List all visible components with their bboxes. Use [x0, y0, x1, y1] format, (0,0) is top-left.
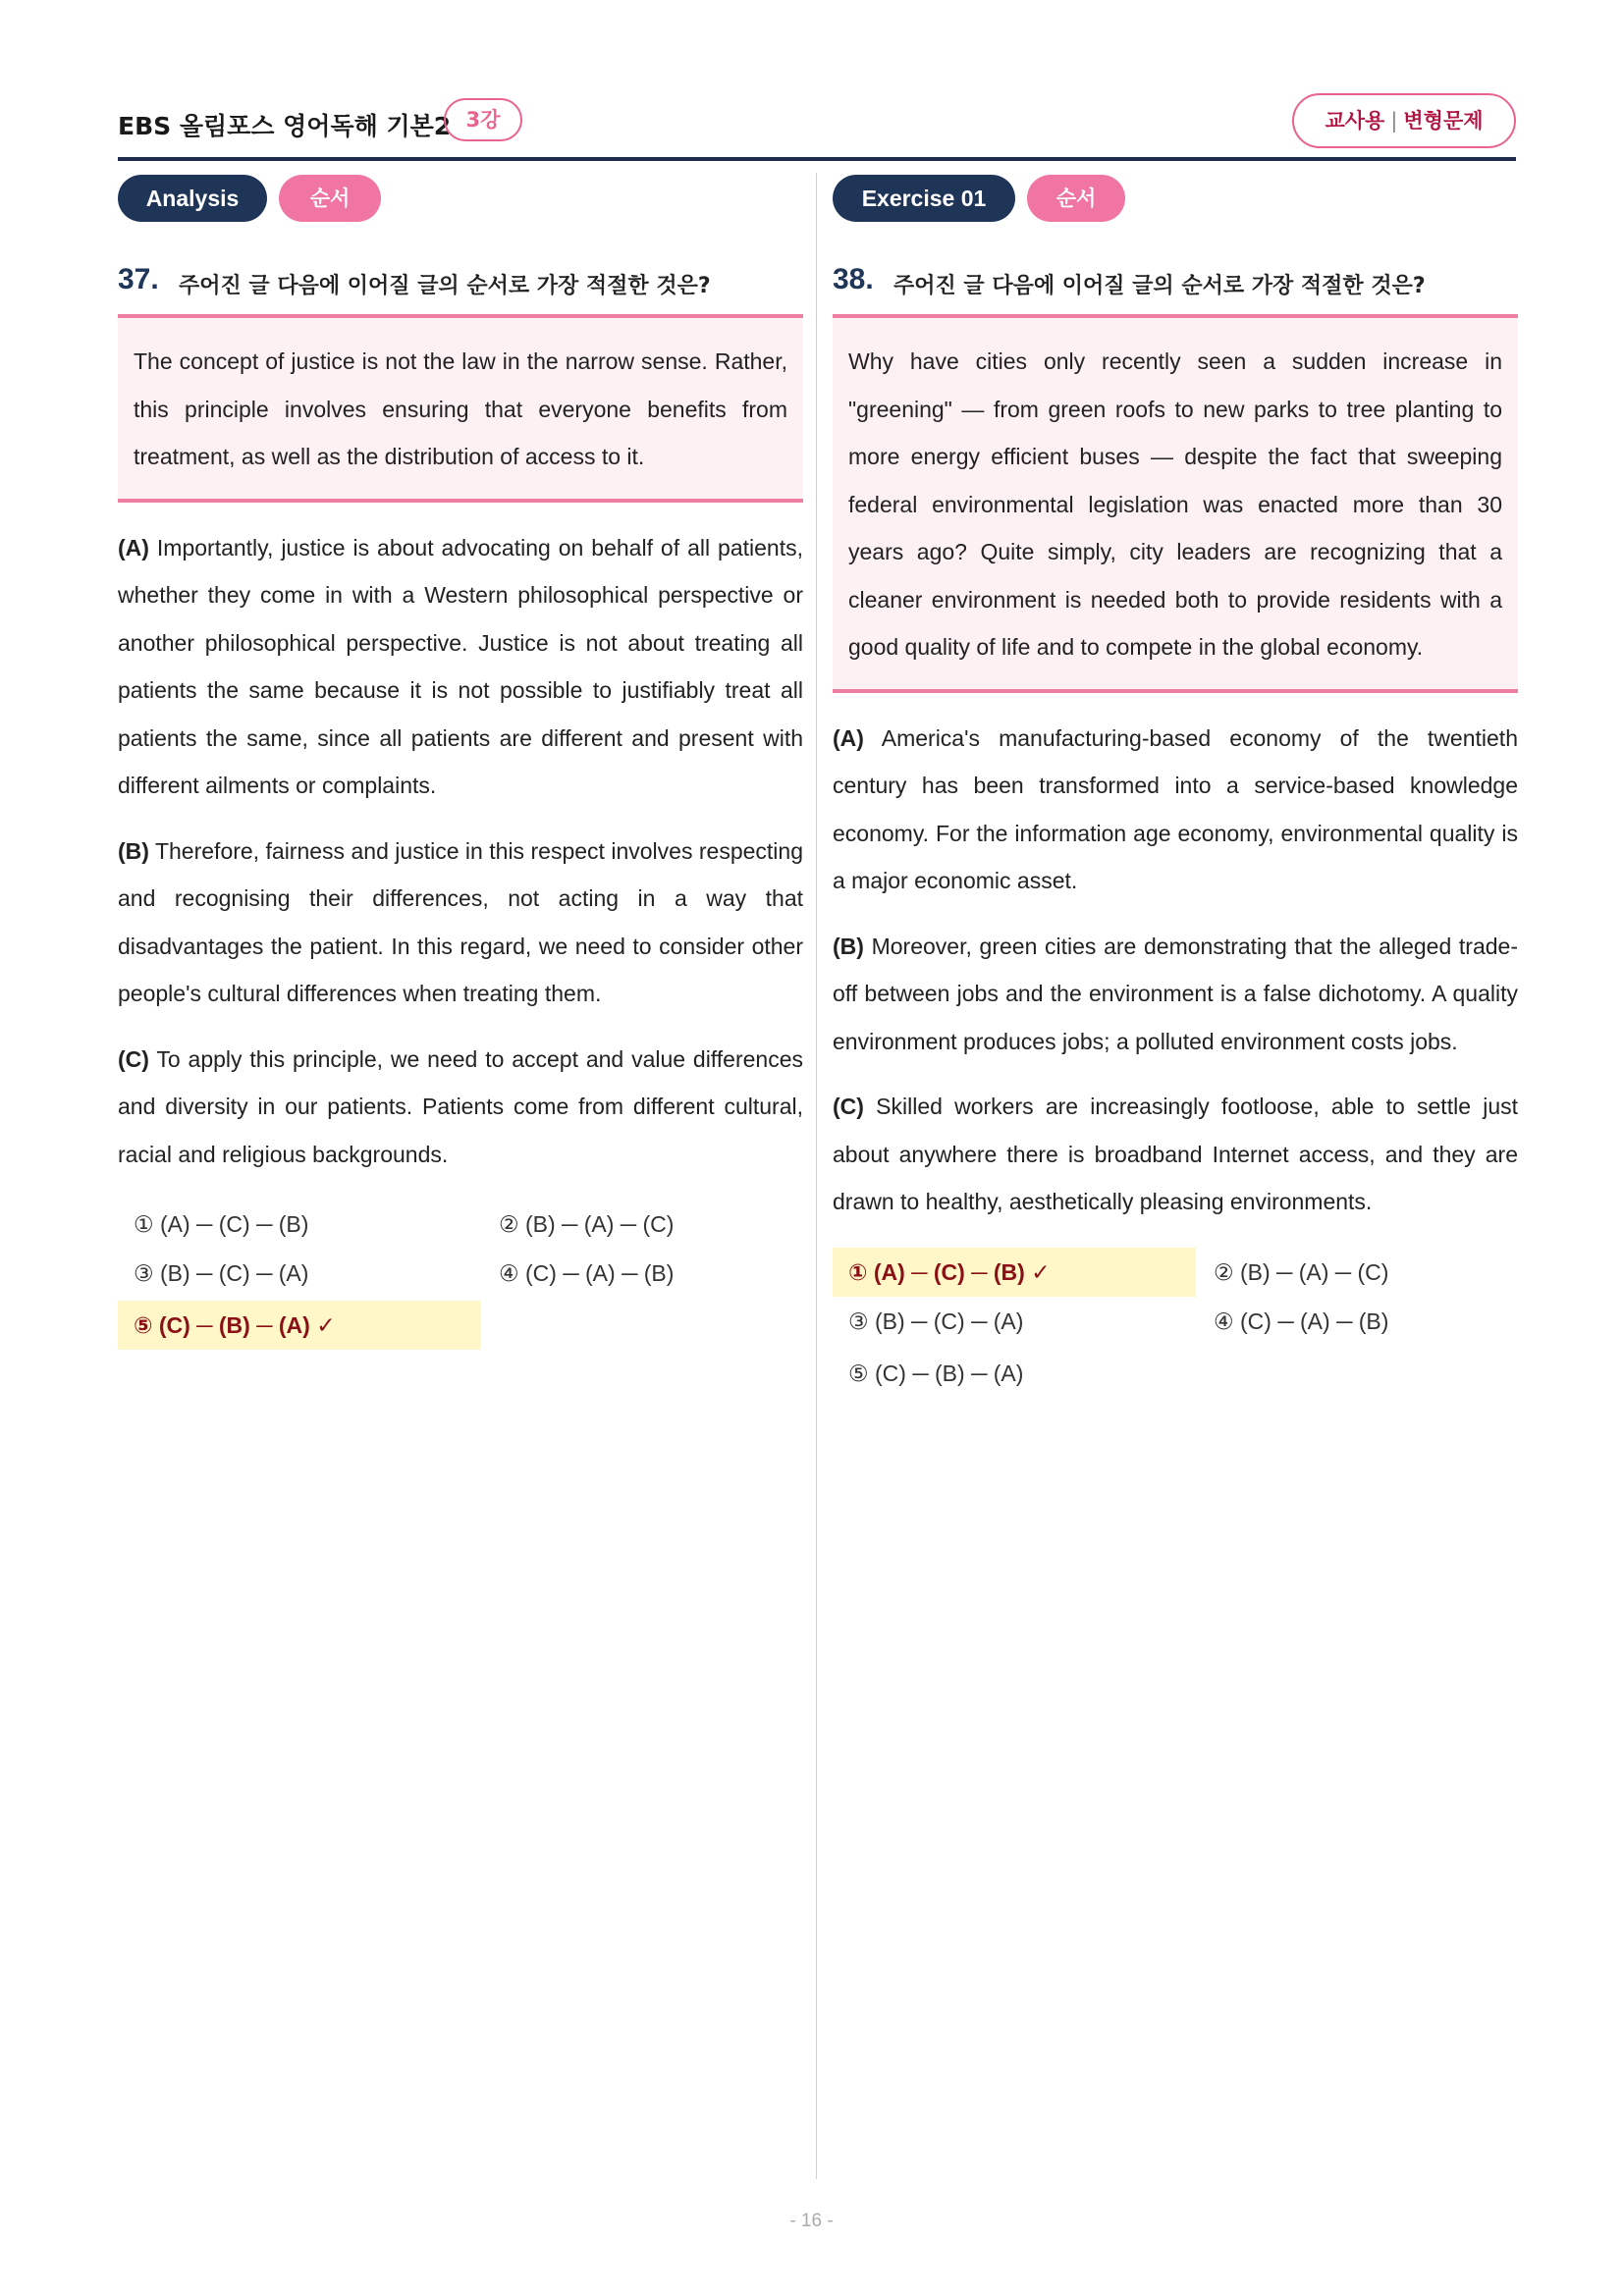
- paragraph-label: (B): [118, 837, 149, 864]
- question-text: 주어진 글 다음에 이어질 글의 순서로 가장 적절한 것은?: [893, 274, 1426, 298]
- paragraph-label: (C): [833, 1094, 864, 1119]
- question-number: 38.: [833, 263, 874, 295]
- paragraph-label: (B): [833, 933, 864, 959]
- paragraph-label: (A): [118, 534, 149, 561]
- page-number: - 16 -: [789, 2211, 834, 2231]
- paragraph-a: [833, 715, 1518, 905]
- choice-2[interactable]: ② (B) ─ (A) ─ (C): [499, 1211, 675, 1237]
- choice-3[interactable]: ③ (B) ─ (C) ─ (A): [848, 1308, 1024, 1334]
- paragraph-c: [118, 1036, 803, 1179]
- paragraph-text: To apply this principle, we need to accept and value differences and diversity in our patients. Patients come from different cultural, racial and religious backgrounds.: [118, 1045, 803, 1167]
- paragraph-a: [118, 524, 803, 810]
- paragraph-text: Moreover, green cities are demonstrating that the alleged trade-off between jobs and the environment is a false dichotomy. A quality environment produces jobs; a polluted environment costs jobs.: [833, 933, 1519, 1054]
- tag-row: [118, 175, 803, 222]
- paragraph-c: [833, 1083, 1518, 1226]
- header-rule: [118, 157, 1516, 161]
- paragraph-text: Skilled workers are increasingly footloose, able to settle just about anywhere there is broadband Internet access, and they are drawn to healthy, aesthetically pleasing environments.: [833, 1094, 1518, 1214]
- lesson-badge: 3강: [444, 98, 522, 141]
- usage-separator: |: [1390, 109, 1398, 133]
- question-number: 37.: [118, 263, 159, 295]
- choice-1-correct[interactable]: ① (A) ─ (C) ─ (B) ✓: [833, 1248, 1196, 1297]
- exercise-tag: Exercise 01: [833, 175, 1015, 222]
- tag-row: [833, 175, 1518, 222]
- question-38-column: [833, 175, 1518, 1405]
- usage-badge: [1292, 93, 1516, 148]
- paragraph-text: Therefore, fairness and justice in this respect involves respecting and recognising their differences, not acting in a way that disadvantages the patient. In this regard, we need to consider other people's cultural differences when treating them.: [118, 837, 803, 1006]
- paragraph-label: (C): [118, 1045, 149, 1072]
- choice-4[interactable]: ④ (C) ─ (A) ─ (B): [1214, 1308, 1389, 1334]
- choices: [118, 1200, 803, 1366]
- given-passage: Why have cities only recently seen a sudden increase in "greening" ― from green roofs to new parks to tree planting to more energy efficient buses ― despite the fact that sweeping federal environmental legislation was enacted more than 30 years ago? Quite simply, city leaders are recognizing that a cleaner environment is needed both to provide residents with a good quality of life and to compete in the global economy.: [833, 314, 1518, 693]
- question-text: 주어진 글 다음에 이어질 글의 순서로 가장 적절한 것은?: [179, 274, 711, 298]
- paragraph-text: America's manufacturing-based economy of the twentieth century has been transformed into a service-based knowledge economy. For the information age economy, environmental quality is a major economic asset.: [833, 724, 1518, 893]
- paragraph-b: [833, 923, 1518, 1066]
- column-divider: [816, 173, 817, 2179]
- usage-label: 교사용: [1325, 109, 1385, 133]
- usage-type: 변형문제: [1403, 109, 1484, 133]
- choice-4[interactable]: ④ (C) ─ (A) ─ (B): [499, 1260, 675, 1286]
- question-title: [118, 263, 803, 302]
- analysis-tag: Analysis: [118, 175, 267, 222]
- question-title: [833, 263, 1518, 302]
- page-header: [118, 93, 1516, 157]
- choice-5-correct[interactable]: ⑤ (C) ─ (B) ─ (A) ✓: [118, 1301, 481, 1350]
- choices: [833, 1248, 1518, 1405]
- paragraph-label: (A): [833, 724, 864, 751]
- type-tag: 순서: [279, 175, 381, 222]
- question-37-column: [118, 175, 803, 1366]
- choice-3[interactable]: ③ (B) ─ (C) ─ (A): [134, 1260, 309, 1286]
- book-title: EBS 올림포스 영어독해 기본2: [118, 112, 452, 140]
- choice-5[interactable]: ⑤ (C) ─ (B) ─ (A): [848, 1360, 1024, 1386]
- given-passage: The concept of justice is not the law in the narrow sense. Rather, this principle involves ensuring that everyone benefits from treatment, as well as the distribution of access to it.: [118, 314, 803, 503]
- paragraph-b: [118, 828, 803, 1018]
- choice-2[interactable]: ② (B) ─ (A) ─ (C): [1214, 1258, 1389, 1285]
- paragraph-text: Importantly, justice is about advocating on behalf of all patients, whether they come in with a Western philosophical perspective or another philosophical perspective. Justice is not about treating all patients the same because it is not possible to justifiably treat all patients the same, since all patients are different and present with different ailments or complaints.: [118, 534, 803, 798]
- choice-1[interactable]: ① (A) ─ (C) ─ (B): [134, 1211, 309, 1237]
- type-tag: 순서: [1027, 175, 1125, 222]
